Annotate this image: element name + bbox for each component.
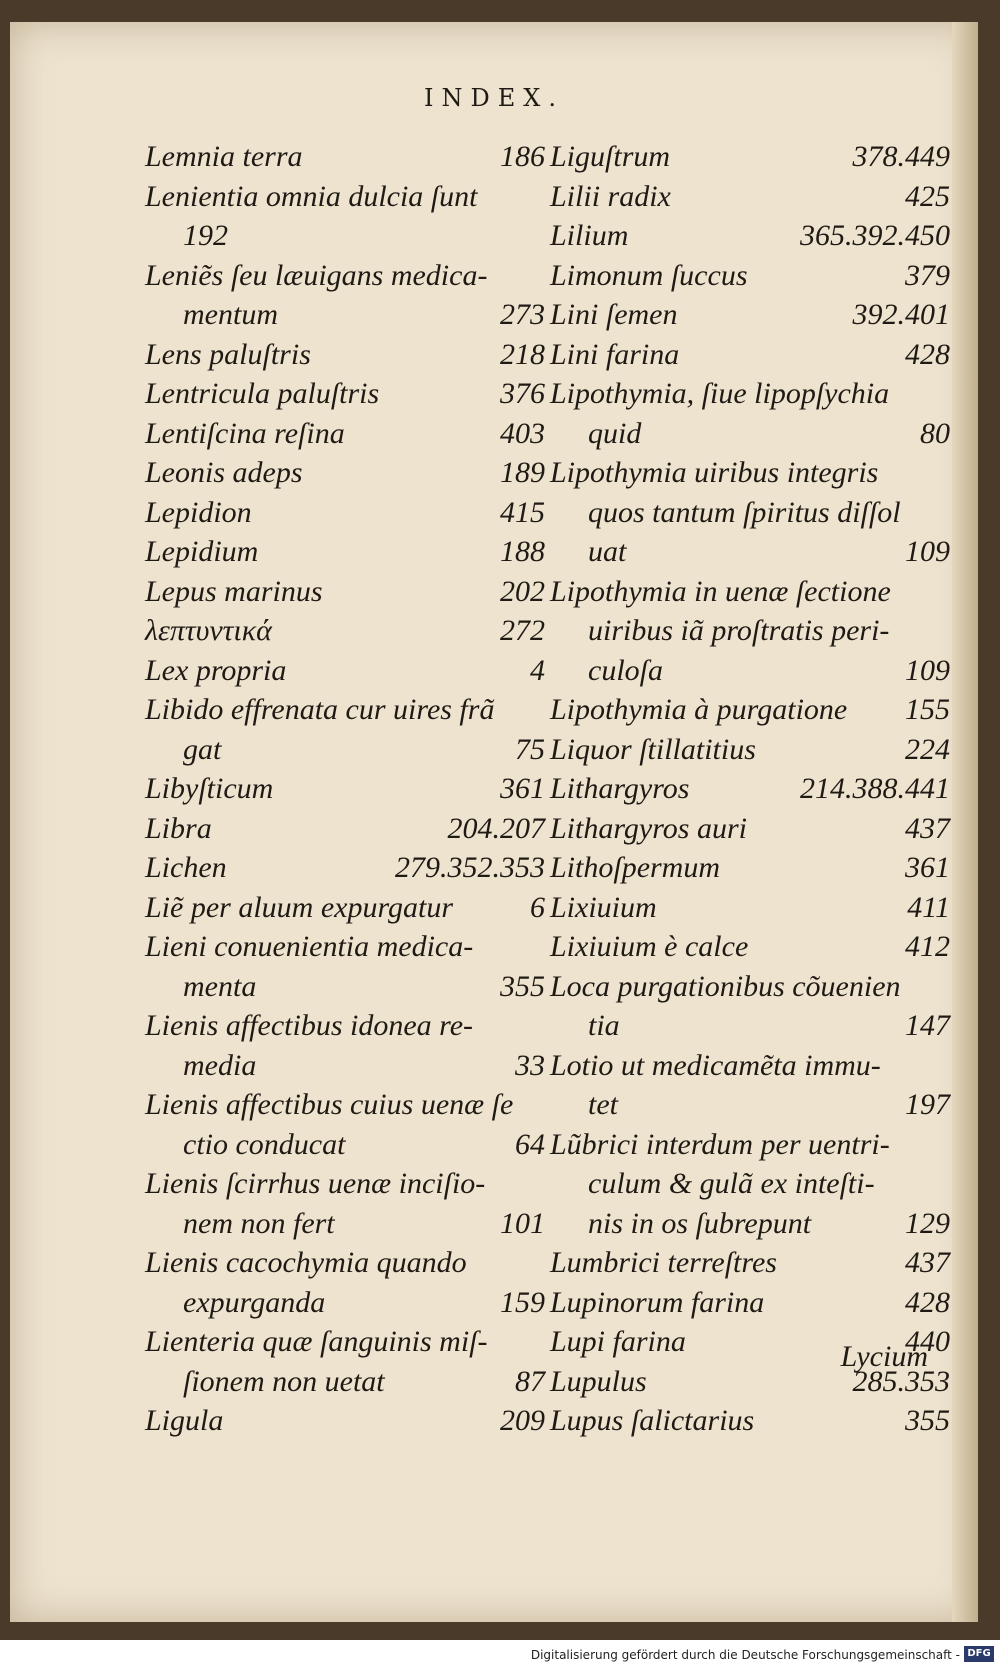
entry-term: culoſa xyxy=(588,653,663,687)
index-entry xyxy=(145,453,545,493)
entry-page-number: 197 xyxy=(905,1088,950,1121)
index-entry xyxy=(145,848,545,888)
entry-term: Lini farina xyxy=(550,337,680,371)
index-entry xyxy=(550,177,950,217)
entry-page-number: 437 xyxy=(905,1246,950,1279)
entry-term: Liẽ per aluum expurgatur xyxy=(145,890,454,924)
entry-line xyxy=(145,1125,545,1165)
entry-term: expurganda xyxy=(183,1285,326,1319)
index-column-left xyxy=(145,137,545,1441)
entry-term: Leonis adeps xyxy=(145,456,303,489)
index-entry xyxy=(550,374,950,453)
entry-line xyxy=(145,809,545,849)
entry-page-number: 6 xyxy=(530,890,545,924)
index-entry xyxy=(550,1401,950,1441)
index-entry xyxy=(550,335,950,375)
entry-page-number: 87 xyxy=(515,1364,545,1398)
entry-term: Lienteria quæ ſanguinis miſ- xyxy=(145,1325,488,1358)
index-entry xyxy=(145,769,545,809)
entry-line xyxy=(145,1362,545,1402)
entry-page-number: 273 xyxy=(500,298,545,331)
entry-line xyxy=(145,335,545,375)
index-entry xyxy=(145,1401,545,1441)
index-entry xyxy=(145,335,545,375)
entry-page-number: 109 xyxy=(905,653,950,687)
entry-line xyxy=(145,769,545,809)
entry-term: uiribus iã proſtratis peri- xyxy=(588,614,890,647)
entry-line xyxy=(550,335,950,375)
entry-term: Lixiuium xyxy=(550,890,657,924)
entry-line xyxy=(550,1283,950,1323)
entry-line xyxy=(550,1125,950,1165)
entry-page-number: 440 xyxy=(905,1325,950,1358)
entry-term: mentum xyxy=(183,298,278,331)
index-entry xyxy=(550,848,950,888)
entry-term: Lex propria xyxy=(145,653,287,687)
entry-term: Liquor ſtillatitius xyxy=(550,732,756,766)
entry-term: Leniẽs ſeu læuigans medica- xyxy=(145,258,488,292)
entry-line xyxy=(145,1204,545,1244)
entry-line xyxy=(550,1204,950,1244)
entry-line xyxy=(550,1243,950,1283)
entry-term: Lithargyros xyxy=(550,772,690,805)
index-entry xyxy=(145,927,545,1006)
index-entry xyxy=(145,493,545,533)
index-entry xyxy=(550,809,950,849)
index-entry xyxy=(550,967,950,1046)
entry-line xyxy=(145,137,545,177)
entry-term: culum & gulã ex inteſti- xyxy=(588,1167,875,1200)
entry-page-number: 80 xyxy=(920,416,950,450)
index-entry xyxy=(550,216,950,256)
index-entry xyxy=(145,1322,545,1401)
entry-term: Lepidium xyxy=(145,535,259,568)
entry-line xyxy=(550,651,950,691)
entry-line xyxy=(145,1085,545,1125)
entry-term: Lilii radix xyxy=(550,179,671,213)
entry-page-number: 188 xyxy=(500,535,545,568)
entry-term: Lupinorum farina xyxy=(550,1285,765,1319)
entry-page-number: 109 xyxy=(905,535,950,568)
entry-term: Lemnia terra xyxy=(145,140,303,173)
index-entry xyxy=(550,1243,950,1283)
footer-bar xyxy=(0,1640,1000,1670)
entry-term: Lepus marinus xyxy=(145,574,323,608)
entry-line xyxy=(550,611,950,651)
entry-line xyxy=(550,1046,950,1086)
entry-page-number: 437 xyxy=(905,811,950,845)
entry-page-number: 355 xyxy=(905,1404,950,1437)
entry-line xyxy=(550,256,950,296)
entry-page-number: 159 xyxy=(500,1285,545,1319)
entry-line xyxy=(550,1164,950,1204)
entry-page-number: 202 xyxy=(500,574,545,608)
entry-page-number: 365.392.450 xyxy=(800,219,950,252)
entry-term: Lipothymia uiribus integris xyxy=(550,456,879,489)
entry-page-number: 189 xyxy=(500,456,545,489)
index-entry xyxy=(145,1085,545,1164)
entry-line xyxy=(550,177,950,217)
entry-line xyxy=(550,1006,950,1046)
index-entry xyxy=(550,572,950,691)
entry-term: nem non fert xyxy=(183,1206,335,1240)
entry-term: λεπτυντικά xyxy=(145,614,272,647)
entry-page-number: 101 xyxy=(500,1206,545,1240)
entry-page-number: 355 xyxy=(500,969,545,1003)
entry-page-number: 403 xyxy=(500,416,545,450)
entry-line xyxy=(550,967,950,1007)
entry-line xyxy=(550,414,950,454)
footer-credit: Digitalisierung gefördert durch die Deutsche Forschungsgemeinschaft - xyxy=(530,1648,960,1662)
index-entry xyxy=(145,651,545,691)
entry-line xyxy=(145,216,545,256)
entry-term: Libra xyxy=(145,811,212,845)
entry-term: Lentricula paluſtris xyxy=(145,377,380,410)
index-entry xyxy=(550,888,950,928)
entry-term: Limonum ſuccus xyxy=(550,258,748,292)
entry-line xyxy=(145,1322,545,1362)
entry-page-number: 129 xyxy=(905,1206,950,1240)
index-entry xyxy=(550,927,950,967)
entry-term: Liguſtrum xyxy=(550,140,671,173)
entry-line xyxy=(550,730,950,770)
entry-line xyxy=(550,690,950,730)
entry-line xyxy=(550,888,950,928)
entry-term: Lupus ſalictarius xyxy=(550,1404,755,1437)
entry-term: Lienis affectibus idonea re- xyxy=(145,1009,474,1042)
entry-line xyxy=(145,690,545,730)
entry-page-number: 411 xyxy=(907,890,950,924)
entry-line xyxy=(550,1085,950,1125)
catchword: Lycium xyxy=(840,1340,928,1373)
entry-term: quid xyxy=(588,416,642,450)
index-entry xyxy=(550,730,950,770)
entry-term: Lichen xyxy=(145,851,227,884)
index-entry xyxy=(145,1164,545,1243)
entry-line xyxy=(550,809,950,849)
entry-term: media xyxy=(183,1048,257,1082)
entry-term: nis in os ſubrepunt xyxy=(588,1206,812,1240)
page-edge xyxy=(952,22,978,1622)
index-column-right xyxy=(550,137,950,1441)
entry-line xyxy=(145,493,545,533)
entry-line xyxy=(145,730,545,770)
entry-line xyxy=(145,1401,545,1441)
entry-term: Loca purgationibus cõuenien xyxy=(550,969,901,1003)
entry-line xyxy=(550,374,950,414)
index-entry xyxy=(145,374,545,414)
entry-term: Libido effrenata cur uires frã xyxy=(145,693,495,726)
entry-page-number: 279.352.353 xyxy=(395,851,545,884)
entry-line xyxy=(550,1401,950,1441)
entry-line xyxy=(145,1243,545,1283)
entry-page-number: 392.401 xyxy=(852,298,950,331)
entry-line xyxy=(145,927,545,967)
entry-term: tia xyxy=(588,1009,620,1042)
index-entry xyxy=(145,414,545,454)
entry-term: Lithoſpermum xyxy=(550,851,721,884)
entry-line xyxy=(550,137,950,177)
entry-term: gat xyxy=(183,732,222,766)
entry-page-number: 285.353 xyxy=(852,1364,950,1398)
entry-term: Lumbrici terreſtres xyxy=(550,1246,777,1279)
entry-page-number: 428 xyxy=(905,1285,950,1319)
entry-term: Lixiuium è calce xyxy=(550,930,749,963)
index-entry xyxy=(550,1283,950,1323)
entry-term: Lienis cacochymia quando xyxy=(145,1246,467,1279)
entry-page-number: 378.449 xyxy=(852,140,950,173)
index-entry xyxy=(550,453,950,572)
entry-term: Libyſticum xyxy=(145,772,274,805)
entry-line xyxy=(145,1046,545,1086)
index-entry xyxy=(145,256,545,335)
entry-term: Lepidion xyxy=(145,495,252,529)
entry-page-number: 64 xyxy=(515,1127,545,1161)
entry-page-number: 204.207 xyxy=(447,811,545,845)
entry-line xyxy=(550,216,950,256)
entry-term: uat xyxy=(588,535,627,568)
entry-term: Lipothymia à purgatione xyxy=(550,693,848,726)
index-entry xyxy=(145,809,545,849)
entry-line xyxy=(145,651,545,691)
book-page xyxy=(10,22,978,1622)
entry-line xyxy=(145,256,545,296)
dfg-logo: DFG xyxy=(964,1646,994,1662)
entry-line xyxy=(145,611,545,651)
entry-line xyxy=(145,1164,545,1204)
entry-page-number: 214.388.441 xyxy=(800,772,950,805)
entry-term: Lipothymia in uenæ ſectione xyxy=(550,574,891,608)
index-entry xyxy=(145,1006,545,1085)
index-entry xyxy=(145,137,545,177)
entry-term: Lupulus xyxy=(550,1364,647,1398)
entry-term: tet xyxy=(588,1088,618,1121)
entry-page-number: 379 xyxy=(905,258,950,292)
index-entry xyxy=(145,572,545,612)
entry-page-number: 361 xyxy=(905,851,950,884)
entry-page-number: 428 xyxy=(905,337,950,371)
index-entry xyxy=(145,177,545,256)
entry-line xyxy=(145,967,545,1007)
index-entry xyxy=(550,295,950,335)
entry-page-number: 412 xyxy=(905,930,950,963)
index-entry xyxy=(550,690,950,730)
entry-term: Ligula xyxy=(145,1404,224,1437)
entry-line xyxy=(550,769,950,809)
entry-line xyxy=(145,295,545,335)
index-entry xyxy=(145,611,545,651)
index-entry xyxy=(550,769,950,809)
entry-page-number: 224 xyxy=(905,732,950,766)
index-entry xyxy=(145,1243,545,1322)
index-entry xyxy=(550,256,950,296)
entry-term: menta xyxy=(183,969,257,1003)
entry-line xyxy=(550,572,950,612)
entry-term: 192 xyxy=(183,219,228,252)
entry-page-number: 155 xyxy=(905,693,950,726)
entry-line xyxy=(550,848,950,888)
entry-page-number: 186 xyxy=(500,140,545,173)
entry-term: Lieni conuenientia medica- xyxy=(145,930,474,963)
entry-term: Lenientia omnia dulcia ſunt xyxy=(145,179,478,213)
entry-page-number: 147 xyxy=(905,1009,950,1042)
entry-page-number: 376 xyxy=(500,377,545,410)
entry-page-number: 75 xyxy=(515,732,545,766)
entry-line xyxy=(145,453,545,493)
entry-term: quos tantum ſpiritus diſſol xyxy=(588,495,901,529)
entry-term: ctio conducat xyxy=(183,1127,346,1161)
entry-page-number: 272 xyxy=(500,614,545,647)
entry-term: Lienis ſcirrhus uenæ inciſio- xyxy=(145,1167,486,1200)
entry-page-number: 218 xyxy=(500,337,545,371)
index-entry xyxy=(550,1125,950,1244)
entry-line xyxy=(145,572,545,612)
index-entry xyxy=(550,1046,950,1125)
entry-term: ſionem non uetat xyxy=(183,1364,385,1398)
entry-line xyxy=(145,1006,545,1046)
entry-line xyxy=(145,848,545,888)
entry-line xyxy=(550,532,950,572)
entry-line xyxy=(145,888,545,928)
entry-term: Lens paluſtris xyxy=(145,337,311,371)
entry-term: Lentiſcina reſina xyxy=(145,416,345,450)
index-entry xyxy=(145,690,545,769)
entry-term: Lilium xyxy=(550,219,629,252)
index-entry xyxy=(550,137,950,177)
entry-line xyxy=(550,453,950,493)
entry-line xyxy=(145,177,545,217)
entry-term: Lipothymia, ſiue lipopſychia xyxy=(550,377,890,410)
entry-line xyxy=(550,493,950,533)
entry-line xyxy=(550,295,950,335)
index-entry xyxy=(145,888,545,928)
entry-page-number: 361 xyxy=(500,772,545,805)
entry-line xyxy=(550,927,950,967)
entry-term: Lũbrici interdum per uentri- xyxy=(550,1127,890,1161)
entry-page-number: 425 xyxy=(905,179,950,213)
entry-line xyxy=(145,532,545,572)
entry-term: Lithargyros auri xyxy=(550,811,747,845)
entry-page-number: 209 xyxy=(500,1404,545,1437)
entry-page-number: 4 xyxy=(530,653,545,687)
entry-page-number: 33 xyxy=(515,1048,545,1082)
entry-line xyxy=(145,374,545,414)
entry-term: Lini ſemen xyxy=(550,298,678,331)
entry-term: Lienis affectibus cuius uenæ ſe xyxy=(145,1088,514,1121)
entry-term: Lotio ut medicamẽta immu- xyxy=(550,1048,881,1082)
index-entry xyxy=(145,532,545,572)
page-header: INDEX. xyxy=(424,84,564,112)
entry-page-number: 415 xyxy=(500,495,545,529)
entry-term: Lupi farina xyxy=(550,1325,686,1358)
entry-line xyxy=(145,414,545,454)
entry-line xyxy=(145,1283,545,1323)
